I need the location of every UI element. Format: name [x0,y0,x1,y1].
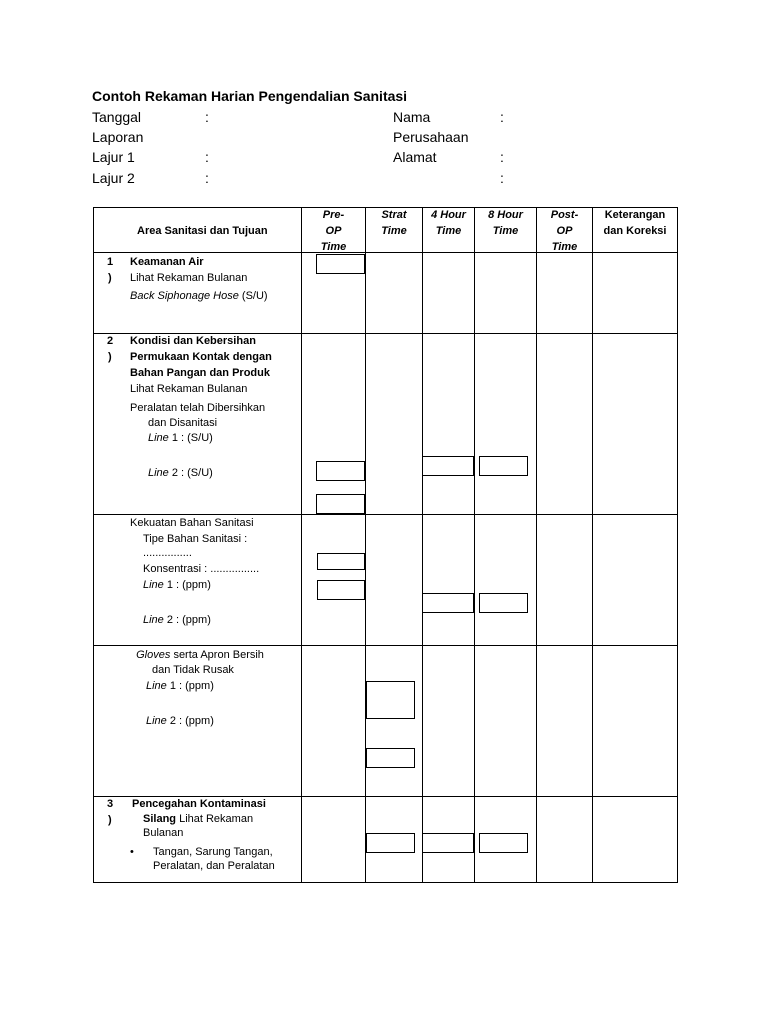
sec3-start-box[interactable] [366,833,415,853]
header-postop: Post- OP Time [550,209,579,253]
sec1-number: 1 [107,256,114,268]
row-sep-3 [93,645,678,646]
field-lajur2-colon: : [205,170,209,186]
col-sep-preop [365,207,366,883]
header-area: Area Sanitasi dan Tujuan [137,225,268,237]
row-sep-2 [93,514,678,515]
sec2c-start-box-2[interactable] [366,748,415,768]
field-nama-label: Nama [393,109,431,125]
sec2-line2: Line 2 : (S/U) [148,467,213,479]
col-sep-8h [536,207,537,883]
field-alamat-colon: : [500,149,504,165]
field-alamat-label: Alamat [393,149,437,165]
col-sep-start [422,207,423,883]
header-8hour: 8 Hour Time [488,209,523,237]
sec2-preop-box-1[interactable] [316,461,365,481]
sec2b-dots: ................ [143,547,192,559]
sec2-number: 2 [107,335,114,347]
sec2-subtitle: Lihat Rekaman Bulanan [130,383,248,395]
col-sep-area [301,207,302,883]
table-border-right [677,207,678,883]
sec2b-4h-box[interactable] [422,593,474,613]
sec2-preop-box-2[interactable] [316,494,365,514]
sec3-title: Pencegahan Kontaminasi [132,798,266,810]
sec2c-start-box-1[interactable] [366,681,415,719]
sec3-4h-box[interactable] [422,833,474,853]
field-nama-colon: : [500,109,504,125]
sec3-8h-box[interactable] [479,833,528,853]
sec2-8h-box[interactable] [479,456,528,476]
sec2-title-line2: Permukaan Kontak dengan [130,351,272,363]
header-4hour: 4 Hour Time [431,209,466,237]
sec2-item: Peralatan telah Dibersihkan [130,402,266,414]
sec2-title-line3: Bahan Pangan dan Produk [130,367,270,379]
sec2-item-cont: dan Disanitasi [148,417,218,429]
document-title: Contoh Rekaman Harian Pengendalian Sanitasi [92,88,408,104]
sec2b-preop-box-1[interactable] [317,553,365,570]
sec1-preop-box[interactable] [316,254,365,274]
sec1-item: Back Siphonage Hose (S/U) [130,290,268,302]
table-border-left [93,207,94,883]
sec3-number: 3 [107,798,114,810]
sec1-title: Keamanan Air [130,256,204,268]
sec2-title-line1: Kondisi dan Kebersihan [130,335,256,347]
field-lajur2-label: Lajur 2 [92,170,135,186]
sec2b-type: Tipe Bahan Sanitasi : [143,533,248,545]
sec2-paren: ) [108,351,112,363]
col-sep-postop [592,207,593,883]
header-preop: Pre- OP Time [320,209,347,253]
field-lajur1-colon: : [205,149,209,165]
field-tanggal-label: Tanggal [92,109,142,125]
field-lajur1-label: Lajur 1 [92,149,135,165]
field-perusahaan-label: Perusahaan [393,129,469,145]
sec2b-line2: Line 2 : (ppm) [143,614,211,626]
sec3-bullet: • [130,846,134,858]
sec2b-concentration: Konsentrasi : ................ [143,563,260,575]
sec2c-item: Gloves serta Apron Bersih [136,649,264,661]
sec1-paren: ) [108,272,112,284]
sec2b-preop-box-2[interactable] [317,580,365,600]
sec2c-line2: Line 2 : (ppm) [146,715,214,727]
sec2c-item-cont: dan Tidak Rusak [152,664,234,676]
col-sep-4h [474,207,475,883]
sec3-item-line1: Tangan, Sarung Tangan, [153,846,273,858]
table-border-bottom [93,882,678,883]
sec2b-item: Kekuatan Bahan Sanitasi [130,517,254,529]
sec2-line1: Line 1 : (S/U) [148,432,213,444]
field-tanggal-colon: : [205,109,209,125]
sec2c-line1: Line 1 : (ppm) [146,680,214,692]
sec3-item-line2: Peralatan, dan Peralatan [153,860,275,872]
header-start: Strat Time [381,209,407,237]
sec3-bulanan: Bulanan [143,827,184,839]
sec3-silang: Silang Lihat Rekaman [143,813,254,825]
sec1-subtitle: Lihat Rekaman Bulanan [130,272,248,284]
sec2-4h-box[interactable] [422,456,474,476]
field-blank-colon: : [500,170,504,186]
sec2b-8h-box[interactable] [479,593,528,613]
sec2b-line1: Line 1 : (ppm) [143,579,211,591]
sec3-paren: ) [108,814,112,826]
header-notes: Keterangan dan Koreksi [603,209,667,237]
field-laporan-label: Laporan [92,129,144,145]
